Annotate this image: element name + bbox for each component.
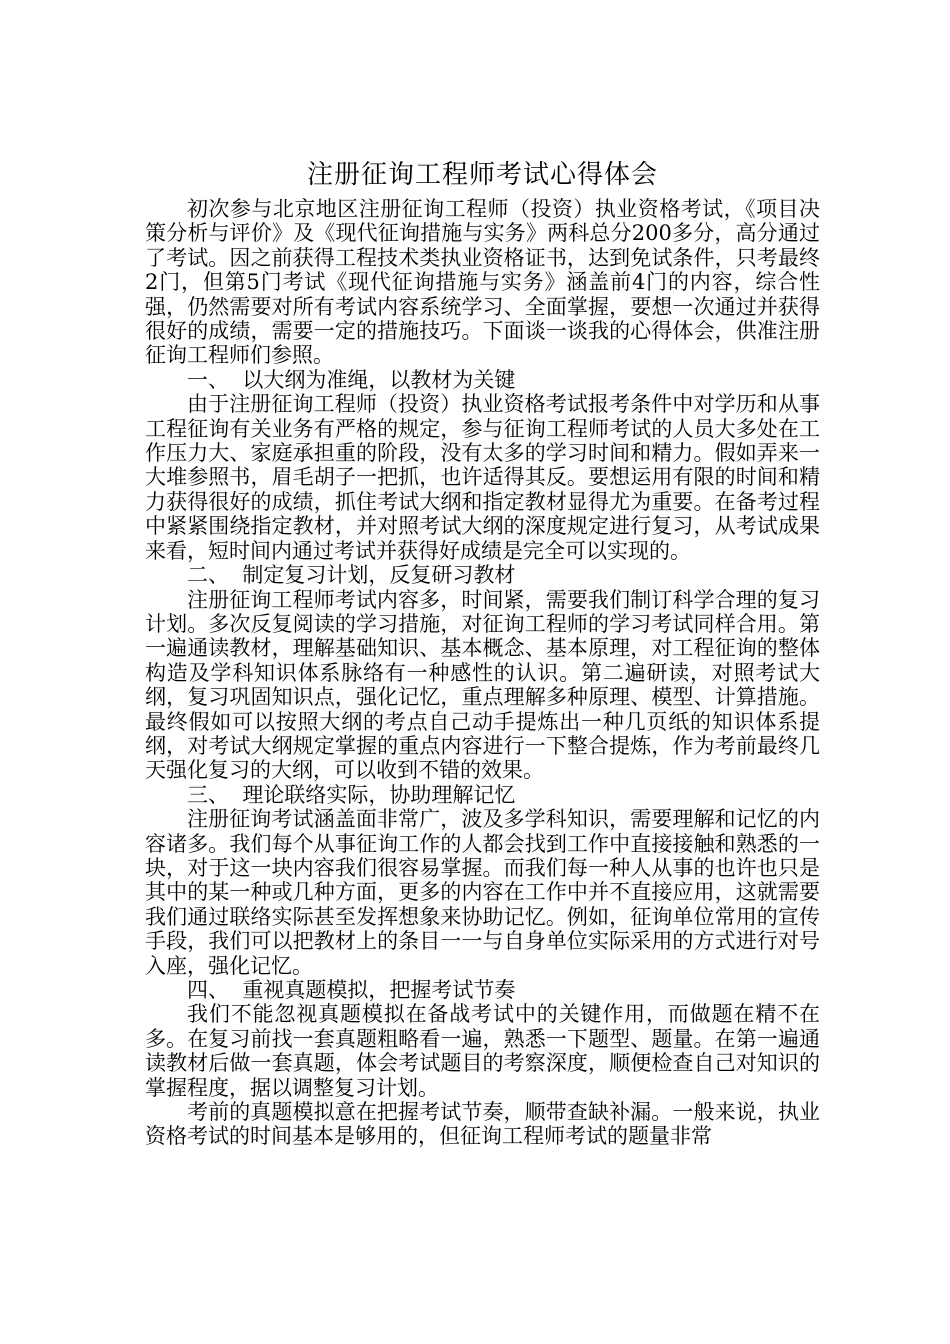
paragraph-intro: 初次参与北京地区注册征询工程师（投资）执业资格考试，《项目决策分析与评价》及《现代征询措施与实务》两科总分200多分，高分通过了考试。因之前获得工程技术类执业资格证书，达到免试条件，只考最终2门，但第5门考试《现代征询措施与实务》涵盖前4门的内容，综合性强，仍然需要对所有考试内容系统学习、全面掌握，要想一次通过并获得很好的成绩，需要一定的措施技巧。下面谈一谈我的心得体会，供准注册征询工程师们参照。: [145, 197, 820, 368]
paragraph-section-3: 注册征询考试涵盖面非常广，波及多学科知识，需要理解和记忆的内容诸多。我们每个从事征询工作的人都会找到工作中直接接触和熟悉的一块，对于这一块内容我们很容易掌握。而我们每一种人从事的也许也只是其中的某一种或几种方面，更多的内容在工作中并不直接应用，这就需要我们通过联络实际甚至发挥想象来协助记忆。例如，征询单位常用的宣传手段，我们可以把教材上的条目一一与自身单位实际采用的方式进行对号入座，强化记忆。: [145, 807, 820, 978]
paragraph-section-4a: 我们不能忽视真题模拟在备战考试中的关键作用，而做题在精不在多。在复习前找一套真题粗略看一遍，熟悉一下题型、题量。在第一遍通读教材后做一套真题，体会考试题目的考察深度，顺便检查自己对知识的掌握程度，据以调整复习计划。: [145, 1002, 820, 1100]
paragraph-section-2: 注册征询工程师考试内容多，时间紧，需要我们制订科学合理的复习计划。多次反复阅读的学习措施，对征询工程师的学习考试同样合用。第一遍通读教材，理解基础知识、基本概念、基本原理，对工程征询的整体构造及学科知识体系脉络有一种感性的认识。第二遍研读，对照考试大纲，复习巩固知识点，强化记忆，重点理解多种原理、模型、计算措施。最终假如可以按照大纲的考点自己动手提炼出一种几页纸的知识体系提纲，对考试大纲规定掌握的重点内容进行一下整合提炼，作为考前最终几天强化复习的大纲，可以收到不错的效果。: [145, 587, 820, 783]
paragraph-section-1: 由于注册征询工程师（投资）执业资格考试报考条件中对学历和从事工程征询有关业务有严格的规定，参与征询工程师考试的人员大多处在工作压力大、家庭承担重的阶段，没有太多的学习时间和精力。假如弄来一大堆参照书，眉毛胡子一把抓，也许适得其反。要想运用有限的时间和精力获得很好的成绩，抓住考试大纲和指定教材显得尤为重要。在备考过程中紧紧围绕指定教材，并对照考试大纲的深度规定进行复习，从考试成果来看，短时间内通过考试并获得好成绩是完全可以实现的。: [145, 392, 820, 563]
section-heading-2: 二、 制定复习计划，反复研习教材: [187, 563, 516, 588]
section-heading-4: 四、 重视真题模拟，把握考试节奏: [187, 978, 516, 1002]
paragraph-section-4b: 考前的真题模拟意在把握考试节奏，顺带查缺补漏。一般来说，执业资格考试的时间基本是够用的，但征询工程师考试的题量非常: [145, 1100, 820, 1149]
section-heading-3: 三、 理论联络实际，协助理解记忆: [187, 782, 516, 807]
document-page: [145, 155, 820, 1149]
document-title: 注册征询工程师考试心得体会: [306, 160, 658, 190]
section-heading-1: 一、 以大纲为准绳，以教材为关键: [187, 367, 516, 392]
